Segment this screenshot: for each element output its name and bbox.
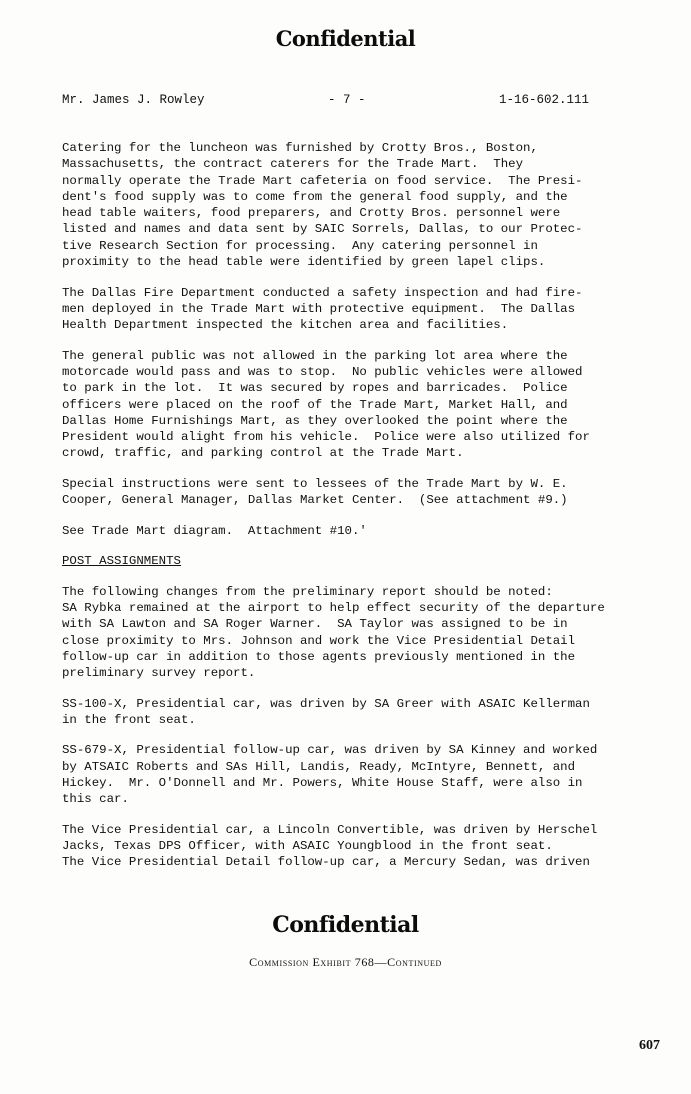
header-page-marker: - 7 -	[328, 93, 366, 107]
section-heading-post-assignments: POST ASSIGNMENTS	[62, 554, 181, 569]
paragraph-fire-department: The Dallas Fire Department conducted a safety inspection and had fire- men deployed in the Trade Mart with protective equipment. The Dallas Health Department inspected the kitchen area and facilities.	[62, 285, 583, 333]
page-number: 607	[639, 1038, 660, 1053]
paragraph-special-instructions: Special instructions were sent to lessees of the Trade Mart by W. E. Cooper, General Manager, Dallas Market Center. (See attachment #9.)	[62, 476, 568, 508]
paragraph-catering: Catering for the luncheon was furnished by Crotty Bros., Boston, Massachusetts, the contract caterers for the Trade Mart. They normally operate the Trade Mart cafeteria on food service. The Presi- dent's food supply was to come from the general food supply, and the head table waiters, food preparers, and Crotty Bros. personnel were listed and names and data sent by SAIC Sorrels, Dallas, to our Protec- tive Research Section for processing. Any catering personnel in proximity to the head table were identified by green lapel clips.	[62, 141, 583, 270]
paragraph-vice-presidential-car: The Vice Presidential car, a Lincoln Convertible, was driven by Herschel Jacks, Texas DPS Officer, with ASAIC Youngblood in the front seat. The Vice Presidential Detail follow-up car, a Mercury Sedan, was driven	[62, 822, 598, 870]
header-file-number: 1-16-602.111	[499, 93, 590, 107]
memo-body	[62, 140, 637, 885]
confidential-stamp-top: Confidential	[275, 26, 416, 51]
paragraph-presidential-car: SS-100-X, Presidential car, was driven by SA Greer with ASAIC Kellerman in the front seat.	[62, 696, 590, 727]
paragraph-diagram-reference: See Trade Mart diagram. Attachment #10.'	[62, 523, 367, 538]
exhibit-caption: Commission Exhibit 768—Continued	[249, 955, 442, 969]
memo-header	[62, 93, 622, 109]
paragraph-follow-up-car: SS-679-X, Presidential follow-up car, was driven by SA Kinney and worked by ATSAIC Roberts and SAs Hill, Landis, Ready, McIntyre, Bennett, and Hickey. Mr. O'Donnell and Mr. Powers, White House Staff, were also in this car.	[62, 743, 598, 807]
confidential-stamp-bottom: Confidential	[272, 912, 419, 938]
paragraph-parking-security: The general public was not allowed in the parking lot area where the motorcade would pass and was to stop. No public vehicles were allowed to park in the lot. It was secured by ropes and barricades. Police officers were placed on the roof of the Trade Mart, Market Hall, and Dallas Home Furnishings Mart, as they overlooked the point where the President would alight from his vehicle. Police were also utilized for crowd, traffic, and parking control at the Trade Mart.	[62, 348, 590, 461]
paragraph-preliminary-changes: The following changes from the preliminary report should be noted: SA Rybka remained at the airport to help effect security of the departure with SA Lawton and SA Roger Warner. SA Taylor was assigned to be in close proximity to Mrs. Johnson and work the Vice Presidential Detail follow-up car in addition to those agents previously mentioned in the preliminary survey report.	[62, 584, 605, 681]
header-addressee: Mr. James J. Rowley	[62, 93, 205, 107]
